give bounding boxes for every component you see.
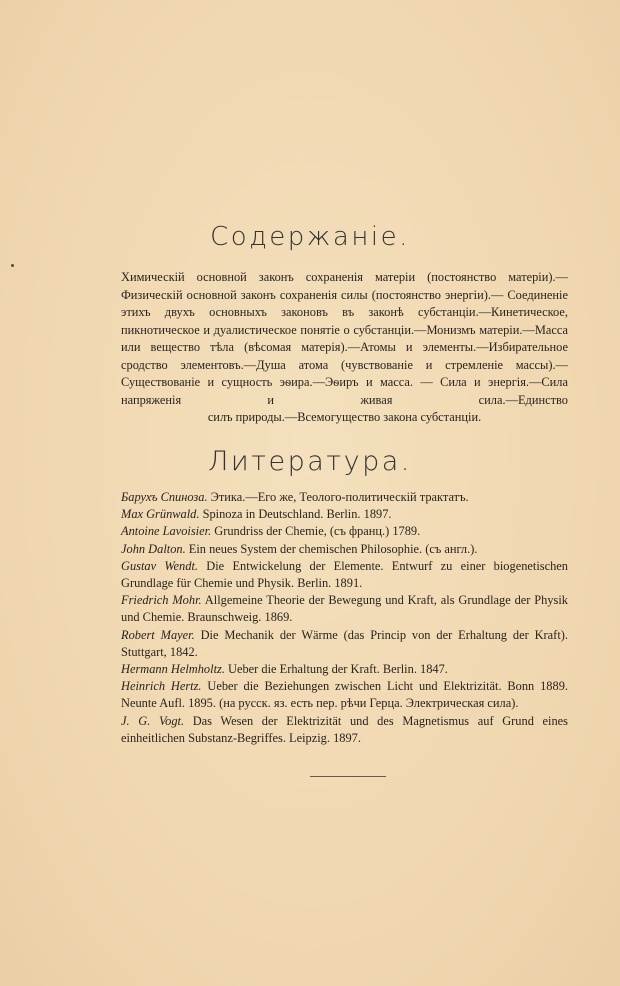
contents-text: Химическій основной законъ сохраненія матеріи (постоянство матеріи).— Физическій основной законъ сохраненія силы (постоянство энергіи).— Соединеніе этихъ двухъ основныхъ законовъ въ законѣ субстанціи.—Кинетическое, пикнотическое и дуалистическое понятіе о субстанціи.—Монизмъ матеріи.—Масса или вещество тѣла (вѣсомая матерія).—Атомы и элементы.—Избирательное сродство элементовъ.—Душа атома (чувствованіе и стремленіе массы).—Существованіе и сущность эѳира.—Эѳиръ и масса. — Сила и энергія.—Сила напряженія и живая сила.—Единство (121, 270, 568, 407)
literature-entry (121, 523, 568, 540)
entry-author: Max Grünwald. (121, 507, 200, 522)
contents-last-line: силъ природы.—Всемогущество закона субстанціи. (207, 410, 482, 424)
margin-dot (11, 264, 14, 267)
entry-author: Gustav Wendt. (121, 558, 198, 573)
literature-entry (121, 661, 568, 678)
entry-author: John Dalton. (121, 541, 186, 556)
entry-author: Барухъ Спиноза. (121, 490, 208, 504)
literature-heading: Литература. (208, 446, 412, 477)
entry-text: Ueber die Beziehungen zwischen Licht und Elektrizität. Bonn 1889. Neunte Aufl. 1895. (на русск. яз. есть пер. рѣчи Герца. Электрическая сила). (121, 679, 568, 711)
entry-author: Robert Mayer. (121, 627, 195, 642)
literature-entry (121, 558, 568, 592)
literature-entry (121, 489, 568, 506)
entry-author: Friedrich Mohr. (121, 593, 202, 608)
entry-text: Ein neues System der chemischen Philosophie. (съ англ.). (185, 541, 478, 556)
entry-text: Allgemeine Theorie der Bewegung und Kraft, als Grundlage der Physik und Chemie. Braunschweig. 1869. (121, 593, 569, 625)
entry-author: Antoine Lavoisier. (121, 524, 212, 539)
literature-entry (121, 592, 568, 626)
closing-rule (310, 776, 386, 777)
entry-text: Grundriss der Chemie, (съ франц.) 1789. (211, 524, 421, 539)
literature-entry (121, 678, 568, 712)
entry-text: Die Entwickelung der Elemente. Entwurf zu einer biogenetischen Grundlage für Chemie und Physik. Berlin. 1891. (121, 558, 568, 591)
entry-text: Das Wesen der Elektrizität und des Magnetismus auf Grund eines einheitlichen Substanz-Begriffes. Leipzig. 1897. (121, 713, 569, 745)
literature-entry (121, 713, 568, 747)
literature-entry (121, 506, 568, 523)
literature-entry (121, 541, 568, 558)
entry-author: J. G. Vogt. (121, 713, 185, 728)
contents-summary (121, 269, 568, 427)
literature-list (121, 489, 568, 747)
entry-text: Spinoza in Deutschland. Berlin. 1897. (199, 507, 392, 522)
entry-text: Этика.—Его же, Теолого-политическій трактатъ. (207, 490, 469, 504)
entry-author: Heinrich Hertz. (121, 679, 202, 694)
literature-entry (121, 627, 568, 661)
entry-author: Hermann Helmholtz. (121, 662, 225, 677)
entry-text: Ueber die Erhaltung der Kraft. Berlin. 1847. (224, 662, 448, 677)
entry-text: Die Mechanik der Wärme (das Princip von der Erhaltung der Kraft). Stuttgart, 1842. (121, 627, 568, 659)
contents-heading: Содержаніе. (210, 222, 410, 252)
